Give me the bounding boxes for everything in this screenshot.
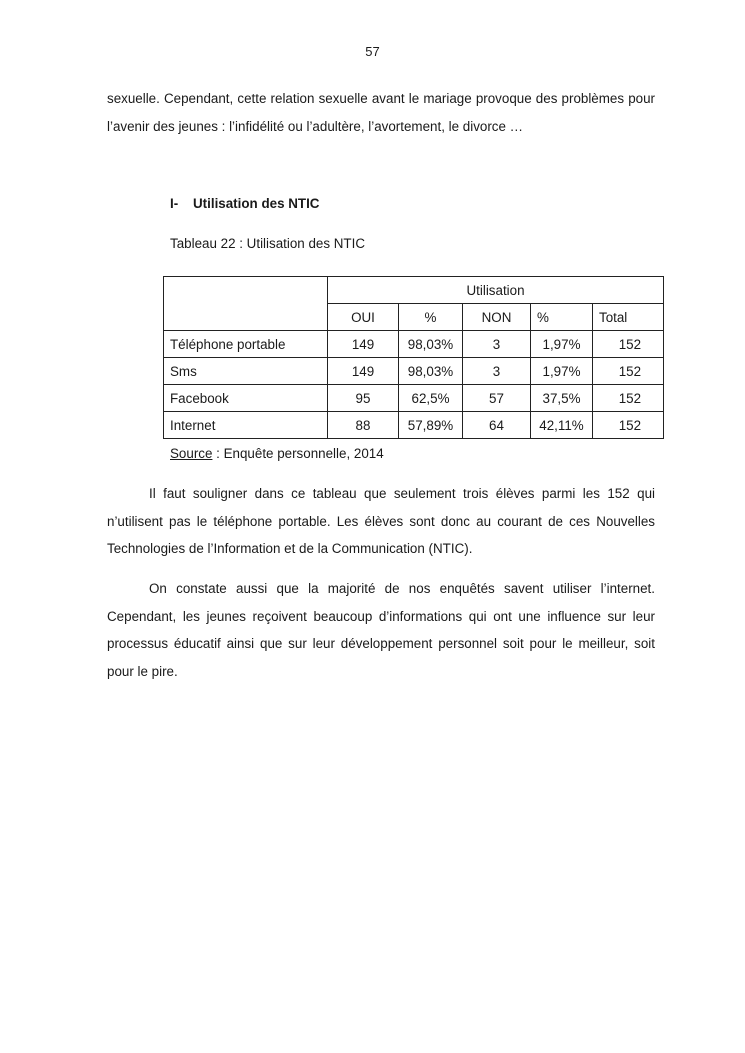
total-cell: 152 [593, 331, 664, 358]
column-header: NON [463, 304, 531, 331]
total-cell: 152 [593, 358, 664, 385]
section-number: I- [170, 196, 179, 211]
row-label: Internet [164, 412, 328, 439]
column-header: % [531, 304, 593, 331]
ntic-table [163, 276, 664, 439]
column-header: Total [593, 304, 664, 331]
table-source [170, 446, 384, 461]
page-number: 57 [365, 44, 380, 59]
pct-non-cell: 37,5% [531, 385, 593, 412]
pct-non-cell: 42,11% [531, 412, 593, 439]
utilisation-header: Utilisation [328, 277, 664, 304]
pct-non-cell: 1,97% [531, 358, 593, 385]
table-corner-cell [164, 277, 328, 331]
oui-cell: 149 [328, 358, 399, 385]
column-header: % [399, 304, 463, 331]
oui-cell: 88 [328, 412, 399, 439]
total-cell: 152 [593, 385, 664, 412]
source-label: Source [170, 446, 213, 461]
source-text: : Enquête personnelle, 2014 [212, 446, 384, 461]
non-cell: 3 [463, 331, 531, 358]
row-label: Sms [164, 358, 328, 385]
table-row [164, 331, 664, 358]
section-title: Utilisation des NTIC [193, 196, 320, 211]
row-label: Téléphone portable [164, 331, 328, 358]
row-label: Facebook [164, 385, 328, 412]
table-row [164, 385, 664, 412]
pct-oui-cell: 98,03% [399, 358, 463, 385]
oui-cell: 149 [328, 331, 399, 358]
paragraph-3: On constate aussi que la majorité de nos enquêtés savent utiliser l’internet. Cependant, les jeunes reçoivent beaucoup d’informations qui ont une influence sur leur processus éducatif ainsi que sur leur développement personnel soit pour le meilleur, soit pour le pire. [107, 581, 655, 679]
table-header-row-group [164, 277, 664, 304]
oui-cell: 95 [328, 385, 399, 412]
pct-oui-cell: 57,89% [399, 412, 463, 439]
section-heading [170, 196, 319, 211]
pct-oui-cell: 98,03% [399, 331, 463, 358]
pct-non-cell: 1,97% [531, 331, 593, 358]
non-cell: 57 [463, 385, 531, 412]
table-row [164, 412, 664, 439]
paragraph-2: Il faut souligner dans ce tableau que seulement trois élèves parmi les 152 qui n’utilisent pas le téléphone portable. Les élèves sont donc au courant de ces Nouvelles Technologies de l’Information et de la Communication (NTIC). [107, 486, 655, 556]
total-cell: 152 [593, 412, 664, 439]
table-row [164, 358, 664, 385]
pct-oui-cell: 62,5% [399, 385, 463, 412]
non-cell: 3 [463, 358, 531, 385]
non-cell: 64 [463, 412, 531, 439]
column-header: OUI [328, 304, 399, 331]
table-caption: Tableau 22 : Utilisation des NTIC [170, 236, 366, 251]
intro-paragraph: sexuelle. Cependant, cette relation sexuelle avant le mariage provoque des problèmes pour l’avenir des jeunes : l’infidélité ou l’adultère, l’avortement, le divorce … [107, 91, 655, 134]
